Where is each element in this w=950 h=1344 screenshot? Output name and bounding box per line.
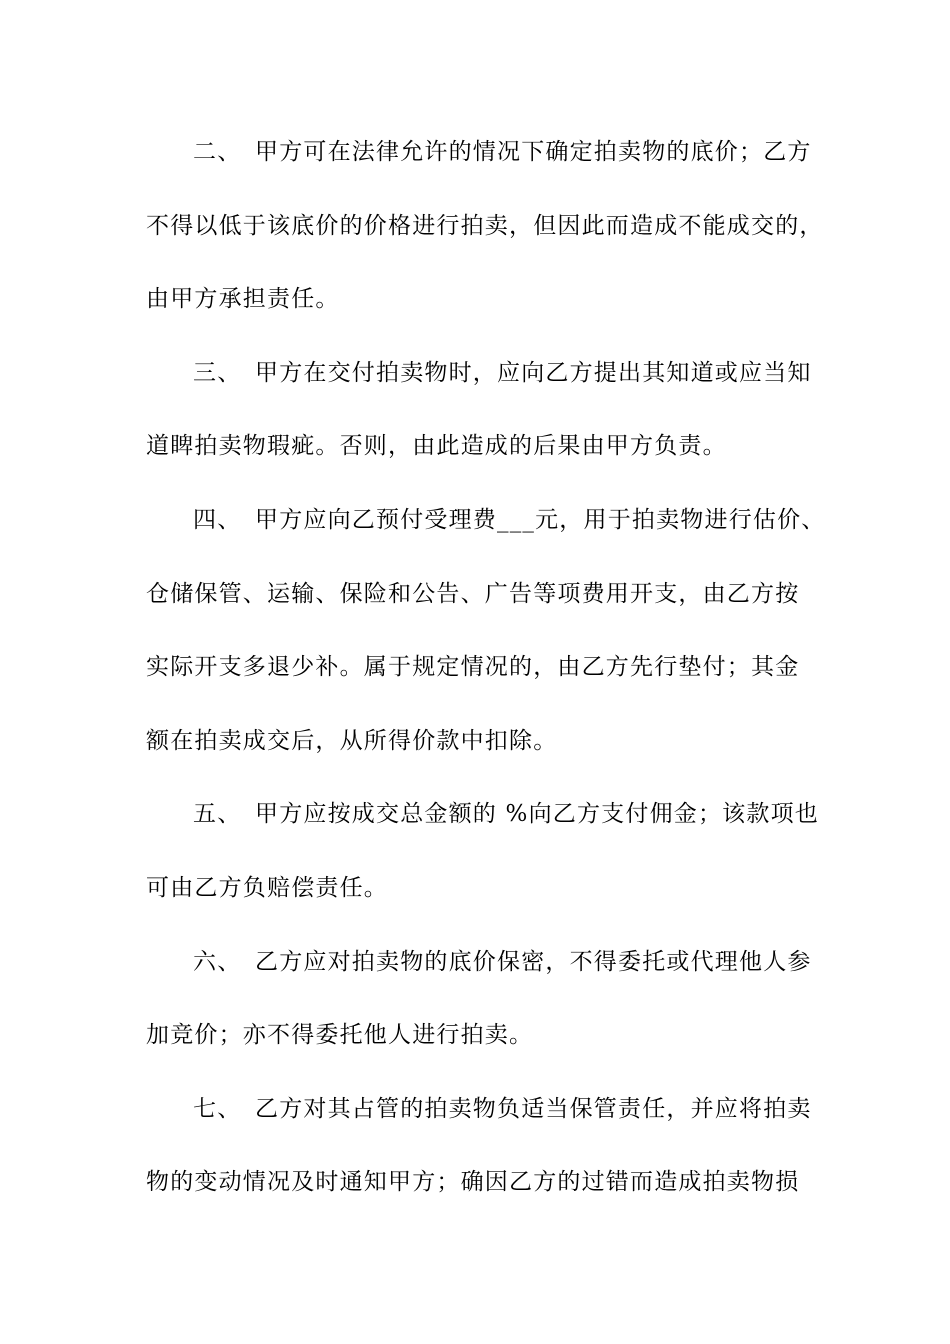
clause-text: 乙方应对拍卖物的底价保密，不得委托或代理他人参 [255, 948, 812, 975]
clause-text: 甲方可在法律允许的情况下确定拍卖物的底价；乙方 [255, 139, 812, 165]
clause-7 [146, 1073, 826, 1220]
clause-number: 五、 [193, 801, 242, 828]
clause-number: 四、 [193, 506, 242, 533]
clause-line [146, 1073, 826, 1147]
clause-text: 甲方在交付拍卖物时，应向乙方提出其知道或应当知 [255, 359, 812, 386]
clause-6 [146, 926, 826, 1073]
clause-line [146, 484, 826, 558]
clause-line: 物的变动情况及时通知甲方；确因乙方的过错而造成拍卖物损 [146, 1169, 800, 1196]
clause-line: 不得以低于该底价的价格进行拍卖，但因此而造成不能成交的， [146, 212, 824, 239]
clause-text: 甲方应按成交总金额的 %向乙方支付佣金；该款项也 [255, 801, 819, 828]
clause-line: 由甲方承担责任。 [146, 286, 340, 313]
clause-line: 加竞价；亦不得委托他人进行拍卖。 [146, 1022, 534, 1049]
clause-line [146, 926, 826, 1000]
clause-5 [146, 778, 826, 925]
clause-text: 乙方对其占管的拍卖物负适当保管责任，并应将拍卖 [255, 1095, 812, 1122]
clause-line: 道睥拍卖物瑕疵。否则，由此造成的后果由甲方负责。 [146, 433, 727, 460]
clause-line [146, 337, 826, 411]
clause-line: 仓储保管、运输、保险和公告、广告等项费用开支，由乙方按 [146, 580, 800, 607]
clause-number: 七、 [193, 1095, 242, 1122]
clause-number: 六、 [193, 948, 242, 975]
document-body [146, 116, 826, 1220]
clause-2 [146, 116, 826, 337]
clause-number: 三、 [193, 359, 242, 386]
clause-line: 实际开支多退少补。属于规定情况的，由乙方先行垫付；其金 [146, 654, 800, 681]
clause-text: 甲方应向乙预付受理费___元，用于拍卖物进行估价、 [255, 506, 826, 533]
clause-line: 额在拍卖成交后，从所得价款中扣除。 [146, 727, 558, 754]
clause-4 [146, 484, 826, 778]
clause-number: 二、 [193, 139, 242, 165]
clause-3 [146, 337, 826, 484]
clause-line [146, 778, 826, 852]
clause-line: 可由乙方负赔偿责任。 [146, 874, 388, 901]
clause-line [146, 116, 826, 190]
